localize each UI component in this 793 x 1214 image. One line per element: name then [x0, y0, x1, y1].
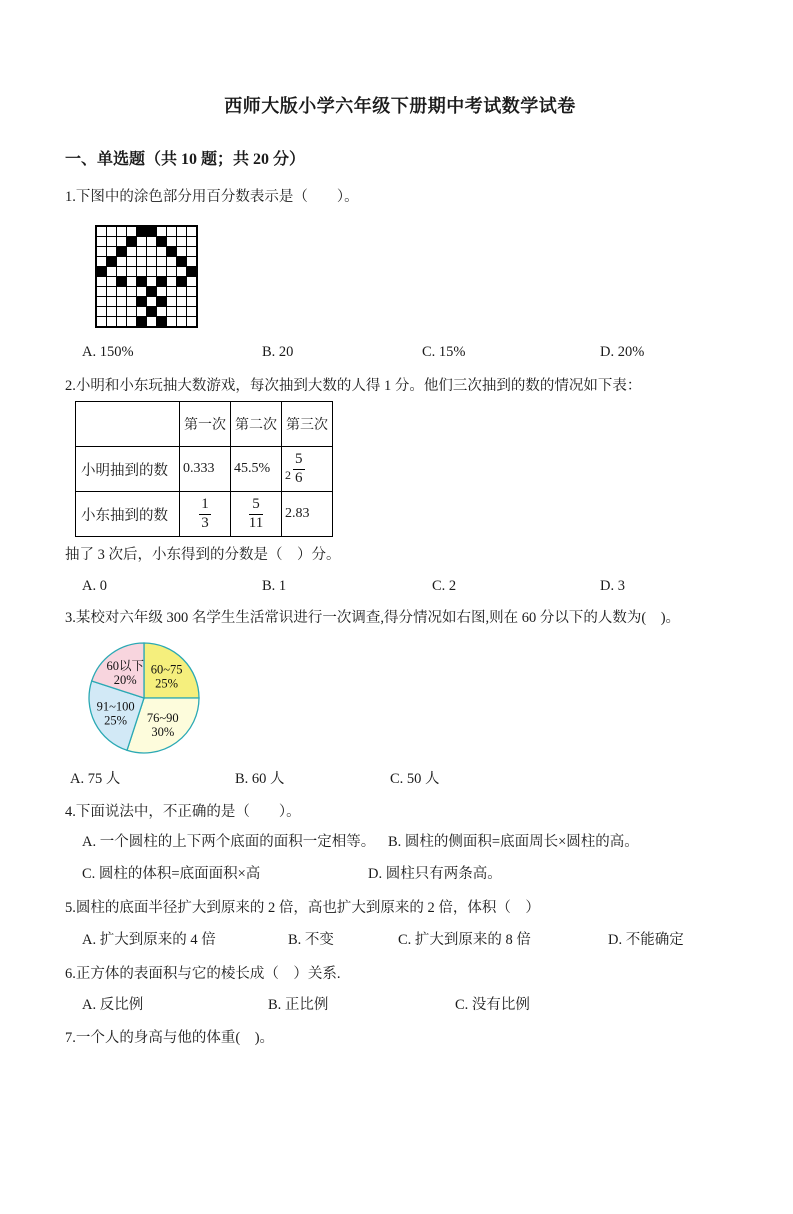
grid-cell [147, 247, 156, 256]
grid-cell [157, 317, 166, 326]
table-cell [231, 492, 282, 537]
grid-cell [187, 307, 196, 316]
score-table [75, 401, 333, 537]
question-3-options [65, 771, 735, 788]
grid-cell [107, 247, 116, 256]
table-corner-cell [76, 402, 180, 447]
grid-cell [187, 247, 196, 256]
grid-cell [97, 287, 106, 296]
question-5-text: 5.圆柱的底面半径扩大到原来的 2 倍，高也扩大到原来的 2 倍，体积（ ） [65, 900, 540, 916]
table-header: 第三次 [282, 402, 333, 447]
table-header-row [76, 402, 333, 447]
option-a: A. 0 [82, 578, 107, 594]
grid-cell [107, 257, 116, 266]
question-3-text: 3.某校对六年级 300 名学生生活常识进行一次调查,得分情况如右图,则在 60 分以下的人数为( )。 [65, 610, 681, 626]
option-a: A. 扩大到原来的 4 倍 [82, 932, 216, 948]
option-a: A. 反比例 [82, 997, 144, 1013]
option-a: A. 75 人 [70, 771, 121, 787]
grid-cell [97, 307, 106, 316]
table-header: 第一次 [180, 402, 231, 447]
grid-cell [147, 257, 156, 266]
grid-cell [147, 227, 156, 236]
option-d: D. 20% [600, 344, 645, 360]
question-1-figure [95, 225, 735, 328]
page-title: 西师大版小学六年级下册期中考试数学试卷 [224, 96, 576, 116]
mixed-number-whole: 2 [285, 468, 291, 483]
grid-cell [107, 227, 116, 236]
option-a: A. 150% [82, 344, 134, 360]
option-b: B. 圆柱的侧面积=底面周长×圆柱的高。 [388, 834, 639, 850]
exam-paper [0, 92, 793, 1047]
option-b: B. 20 [262, 344, 294, 360]
grid-cell [117, 277, 126, 286]
question-5-options [65, 932, 735, 949]
grid-cell [127, 247, 136, 256]
grid-cell [187, 267, 196, 276]
grid-cell [97, 247, 106, 256]
grid-cell [157, 247, 166, 256]
grid-cell [127, 297, 136, 306]
grid-cell [177, 237, 186, 246]
grid-cell [97, 227, 106, 236]
percent-grid [95, 225, 198, 328]
grid-cell [167, 247, 176, 256]
row-label: 小明抽到的数 [76, 447, 180, 492]
grid-cell [157, 297, 166, 306]
grid-cell [177, 317, 186, 326]
grid-cell [177, 227, 186, 236]
pie-chart-svg [73, 640, 219, 758]
grid-cell [147, 317, 156, 326]
question-2-text: 2.小明和小东玩抽大数游戏，每次抽到大数的人得 1 分。他们三次抽到的数的情况如下表： [65, 378, 642, 394]
grid-cell [177, 267, 186, 276]
grid-cell [97, 267, 106, 276]
grid-cell [107, 287, 116, 296]
grid-cell [177, 287, 186, 296]
grid-cell [107, 307, 116, 316]
option-c: C. 没有比例 [455, 997, 530, 1013]
grid-cell [167, 237, 176, 246]
question-7-text: 7.一个人的身高与他的体重( )。 [65, 1030, 275, 1046]
grid-cell [167, 287, 176, 296]
option-c: C. 扩大到原来的 8 倍 [398, 932, 531, 948]
grid-cell [117, 287, 126, 296]
question-6-text: 6.正方体的表面积与它的棱长成（ ）关系. [65, 966, 341, 982]
grid-cell [187, 237, 196, 246]
grid-cell [157, 277, 166, 286]
grid-cell [157, 267, 166, 276]
grid-cell [117, 237, 126, 246]
grid-cell [127, 307, 136, 316]
question-1-text: 1.下图中的涂色部分用百分数表示是（ ）。 [65, 189, 359, 205]
grid-cell [167, 307, 176, 316]
row-label: 小东抽到的数 [76, 492, 180, 537]
option-d: D. 不能确定 [608, 932, 684, 948]
table-cell [282, 447, 333, 492]
grid-cell [127, 287, 136, 296]
grid-cell [187, 227, 196, 236]
grid-cell [177, 297, 186, 306]
grid-cell [137, 237, 146, 246]
grid-cell [137, 247, 146, 256]
grid-cell [147, 297, 156, 306]
grid-cell [127, 237, 136, 246]
grid-cell [107, 237, 116, 246]
grid-cell [137, 227, 146, 236]
grid-cell [137, 287, 146, 296]
option-b: B. 1 [262, 578, 287, 594]
table-cell [180, 492, 231, 537]
grid-cell [127, 227, 136, 236]
grid-cell [147, 267, 156, 276]
question-2-options [65, 578, 735, 595]
table-cell: 0.333 [180, 447, 231, 492]
grid-cell [177, 247, 186, 256]
grid-cell [137, 307, 146, 316]
fraction: $\frac{5}{6}$ [295, 451, 303, 486]
question-3-figure [73, 640, 219, 763]
grid-cell [187, 257, 196, 266]
grid-cell [127, 257, 136, 266]
grid-cell [147, 237, 156, 246]
grid-cell [127, 277, 136, 286]
grid-cell [127, 267, 136, 276]
grid-cell [107, 267, 116, 276]
grid-cell [157, 257, 166, 266]
table-cell: 2.83 [282, 492, 333, 537]
grid-cell [137, 297, 146, 306]
grid-cell [97, 317, 106, 326]
question-6-options [65, 997, 735, 1014]
grid-cell [167, 257, 176, 266]
grid-cell [117, 227, 126, 236]
pie-slice-label: 76~90 30% [146, 710, 179, 739]
table-header: 第二次 [231, 402, 282, 447]
table-cell: 45.5% [231, 447, 282, 492]
grid-cell [167, 227, 176, 236]
question-4-text: 4.下面说法中，不正确的是（ ）。 [65, 804, 301, 820]
pie-slice-label: 91~100 25% [96, 699, 135, 728]
grid-cell [177, 257, 186, 266]
grid-cell [187, 277, 196, 286]
grid-cell [167, 297, 176, 306]
grid-cell [127, 317, 136, 326]
grid-cell [187, 287, 196, 296]
grid-cell [137, 257, 146, 266]
grid-cell [167, 317, 176, 326]
question-2-prompt: 抽了 3 次后，小东得到的分数是（ ）分。 [65, 547, 341, 563]
grid-cell [137, 277, 146, 286]
grid-cell [147, 287, 156, 296]
grid-cell [97, 277, 106, 286]
table-row [76, 447, 333, 492]
grid-cell [117, 267, 126, 276]
table-row [76, 492, 333, 537]
fraction: $\frac{5}{11}$ [248, 496, 264, 531]
pie-slice-label: 60以下 20% [106, 659, 144, 688]
grid-cell [147, 307, 156, 316]
grid-cell [117, 257, 126, 266]
grid-cell [167, 277, 176, 286]
grid-cell [137, 317, 146, 326]
grid-cell [97, 257, 106, 266]
grid-cell [107, 297, 116, 306]
option-d: D. 3 [600, 578, 625, 594]
question-4-options-row1 [65, 834, 735, 851]
grid-cell [97, 297, 106, 306]
grid-cell [177, 277, 186, 286]
grid-cell [117, 317, 126, 326]
grid-cell [187, 317, 196, 326]
option-c: C. 50 人 [390, 771, 440, 787]
option-a: A. 一个圆柱的上下两个底面的面积一定相等。 [82, 834, 376, 850]
option-c: C. 2 [432, 578, 457, 594]
grid-cell [187, 297, 196, 306]
grid-cell [117, 247, 126, 256]
grid-cell [117, 307, 126, 316]
grid-cell [157, 287, 166, 296]
grid-cell [107, 277, 116, 286]
grid-cell [137, 267, 146, 276]
option-c: C. 圆柱的体积=底面面积×高 [82, 866, 261, 882]
option-c: C. 15% [422, 344, 466, 360]
pie-slice-label: 60~75 25% [150, 662, 183, 691]
grid-cell [157, 237, 166, 246]
grid-cell [147, 277, 156, 286]
grid-cell [177, 307, 186, 316]
grid-cell [167, 267, 176, 276]
option-d: D. 圆柱只有两条高。 [368, 866, 502, 882]
grid-cell [157, 307, 166, 316]
section-heading: 一、单选题（共 10 题；共 20 分） [65, 151, 306, 168]
grid-cell [117, 297, 126, 306]
grid-cell [157, 227, 166, 236]
option-b: B. 正比例 [268, 997, 329, 1013]
option-b: B. 60 人 [235, 771, 285, 787]
grid-cell [97, 237, 106, 246]
grid-cell [107, 317, 116, 326]
question-4-options-row2 [65, 866, 735, 883]
option-b: B. 不变 [288, 932, 334, 948]
fraction: $\frac{1}{3}$ [201, 496, 209, 531]
question-1-options [65, 344, 735, 361]
